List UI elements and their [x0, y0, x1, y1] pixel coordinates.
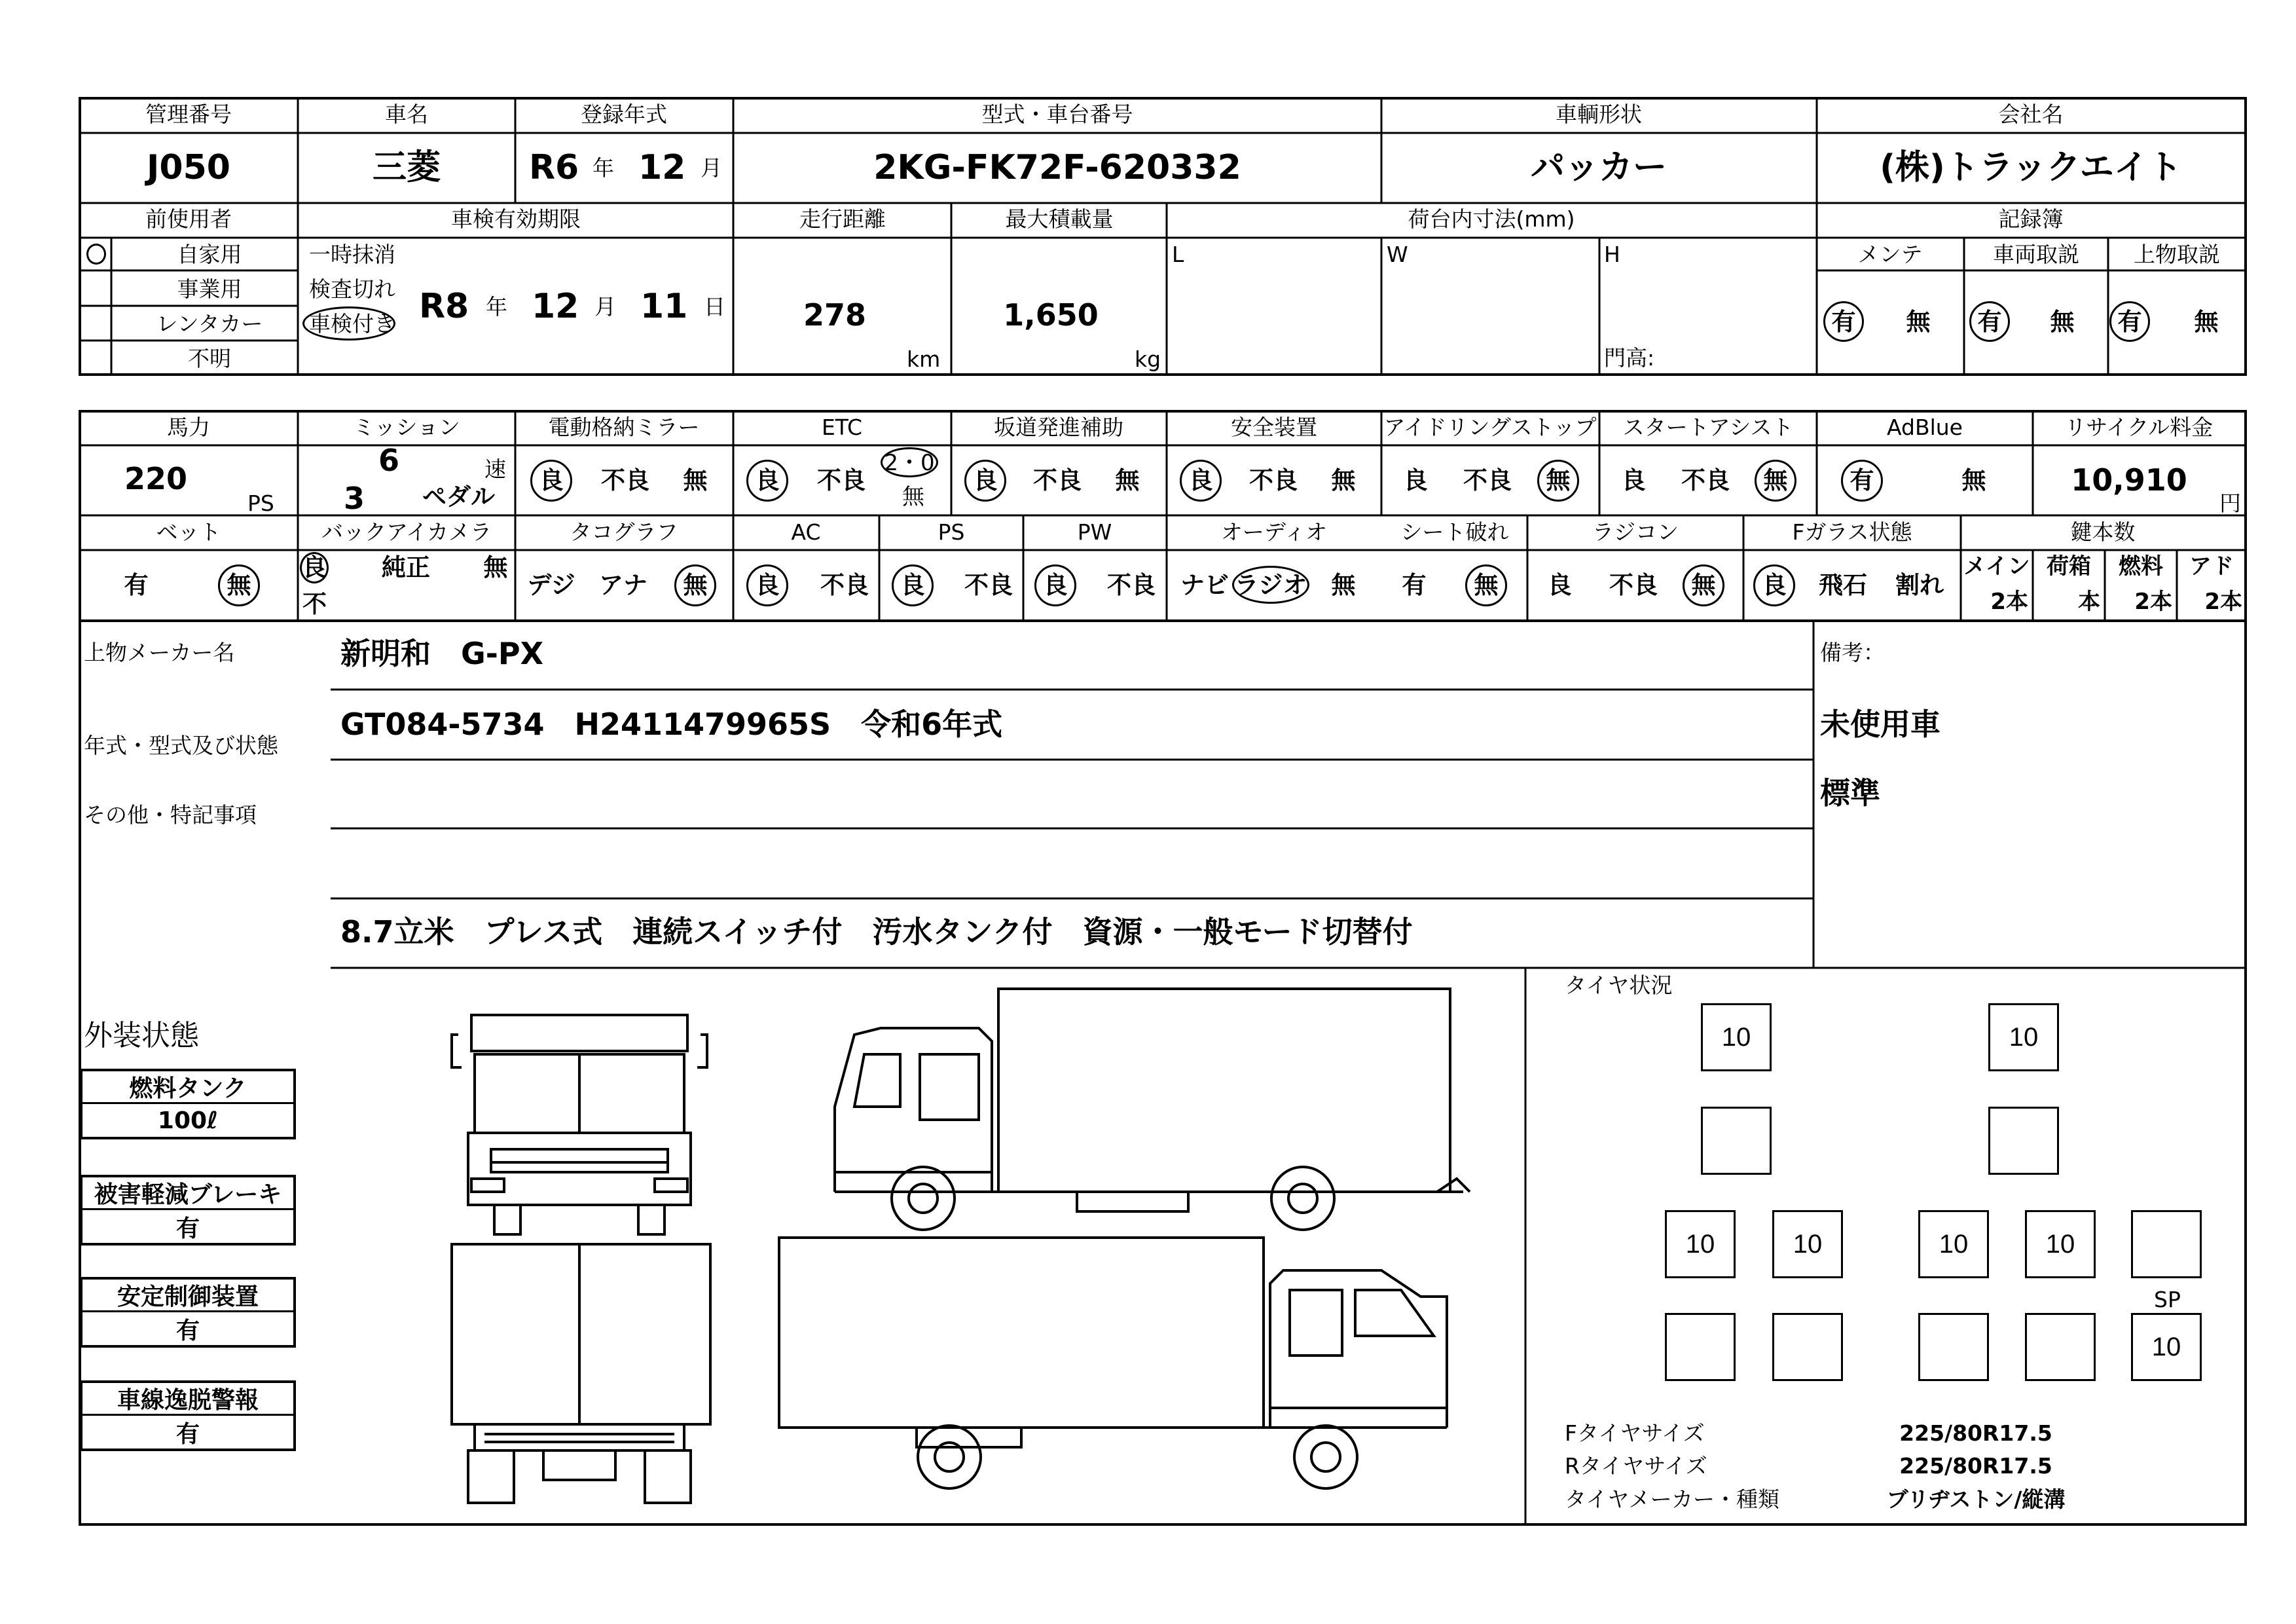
- collision-brake-value: 有: [175, 1215, 200, 1242]
- label-seat-tear: シート破れ: [1400, 519, 1509, 545]
- label-safety: 安全装置: [1231, 415, 1317, 440]
- bed-yes: 有: [124, 571, 149, 599]
- truck-left-side-view: [828, 982, 1489, 1238]
- ps-bad: 不良: [964, 571, 1013, 599]
- key-main-label: メイン: [1963, 553, 2030, 580]
- insp-deregistered: 一時抹消: [309, 242, 395, 267]
- dim-width: W: [1387, 242, 1408, 267]
- max-load-value: 1,650: [1003, 297, 1099, 333]
- fuel-tank-box: [80, 1069, 296, 1139]
- tire-rear-left-outer: 10: [1665, 1210, 1736, 1278]
- label-car-name: 車名: [385, 101, 428, 127]
- remote-bad: 不良: [1609, 571, 1658, 599]
- record-body-manual-label: 上物取説: [2134, 242, 2220, 267]
- adblue-yes: 有: [1850, 466, 1874, 494]
- body-year-value: GT084-5734 H2411479965S 令和6年式: [340, 707, 1003, 742]
- assist-none: 無: [1763, 466, 1788, 494]
- tire-status-title: タイヤ状況: [1565, 972, 1673, 998]
- front-tire-size-label: Fタイヤサイズ: [1565, 1420, 1705, 1446]
- label-mgmt-no: 管理番号: [145, 101, 232, 127]
- assist-good: 良: [1621, 466, 1646, 494]
- seat-yes: 有: [1402, 571, 1427, 599]
- label-idling-stop: アイドリングストップ: [1383, 415, 1597, 440]
- mirror-bad: 不良: [601, 466, 649, 494]
- tire-maker-label: タイヤメーカー・種類: [1565, 1486, 1780, 1512]
- front-tire-size-value: 225/80R17.5: [1899, 1420, 2052, 1446]
- record-vehicle-no: 無: [2050, 308, 2075, 336]
- recycle-unit: 円: [2219, 490, 2241, 516]
- label-ps: PS: [938, 519, 965, 545]
- idling-good: 良: [1403, 466, 1428, 494]
- audio-navi: ナビ: [1180, 571, 1229, 599]
- tire-rear2-left-outer: [1665, 1313, 1736, 1381]
- gate-height-label: 門高:: [1604, 345, 1655, 371]
- collision-brake-label: 被害軽減ブレーキ: [82, 1177, 293, 1210]
- label-model: 型式・車台番号: [981, 101, 1133, 127]
- tacho-none: 無: [683, 571, 708, 599]
- label-prev-user: 前使用者: [145, 206, 232, 232]
- pw-good: 良: [1043, 571, 1068, 599]
- mileage-unit: km: [907, 346, 941, 372]
- label-ac: AC: [791, 519, 821, 545]
- idling-none: 無: [1546, 466, 1571, 494]
- company-value: (株)トラックエイト: [1880, 148, 2182, 187]
- adblue-none: 無: [1961, 466, 1986, 494]
- key-main-count: 2本: [1990, 589, 2028, 615]
- truck-rear-view: [445, 1238, 720, 1513]
- max-load-unit: kg: [1135, 346, 1161, 372]
- insp-month-value: 12: [532, 287, 579, 326]
- tire-maker-value: ブリヂストン/縦溝: [1886, 1486, 2066, 1512]
- prev-user-unknown: 不明: [188, 346, 231, 371]
- hill-good: 良: [973, 466, 998, 494]
- seat-none: 無: [1474, 571, 1499, 599]
- label-adblue: AdBlue: [1887, 415, 1963, 440]
- insp-expired: 検査切れ: [309, 276, 395, 302]
- camera-bad: 不: [302, 590, 327, 618]
- assist-bad: 不良: [1681, 466, 1730, 494]
- reg-month-unit: 月: [701, 155, 722, 181]
- insp-valid: 車検付き: [309, 311, 395, 337]
- maker-value: 三菱: [372, 148, 441, 187]
- etc-bad: 不良: [817, 466, 866, 494]
- remote-none: 無: [1691, 571, 1716, 599]
- label-start-assist: スタートアシスト: [1622, 415, 1794, 440]
- stability-control-box: [80, 1277, 296, 1348]
- key-ad-label: アド: [2189, 553, 2234, 580]
- etc-none: 無: [902, 484, 924, 510]
- label-body-year: 年式・型式及び状態: [84, 733, 278, 758]
- record-body-no: 無: [2194, 308, 2219, 336]
- record-body-yes: 有: [2117, 308, 2142, 336]
- label-other: その他・特記事項: [84, 802, 257, 828]
- windshield-good: 良: [1762, 571, 1787, 599]
- label-power-mirror: 電動格納ミラー: [548, 415, 700, 440]
- prev-user-private: 自家用: [177, 242, 242, 267]
- reg-era-value: R6: [529, 148, 579, 187]
- insp-month-unit: 月: [594, 294, 616, 320]
- label-audio: オーディオ: [1220, 519, 1328, 545]
- dim-length: L: [1172, 242, 1184, 267]
- hill-bad: 不良: [1033, 466, 1082, 494]
- selected-circle-mark: [86, 244, 106, 265]
- insp-day-unit: 日: [704, 294, 725, 320]
- camera-none: 無: [483, 553, 508, 581]
- key-box-count: 本: [2078, 589, 2100, 615]
- audio-none: 無: [1331, 571, 1356, 599]
- tire-extra-top: [2131, 1210, 2202, 1278]
- label-remote: ラジコン: [1592, 519, 1679, 545]
- label-hill-start: 坂道発進補助: [994, 415, 1123, 440]
- other-value: 8.7立米 プレス式 連続スイッチ付 汚水タンク付 資源・一般モード切替付: [340, 914, 1413, 950]
- tire-rear-left-inner: 10: [1772, 1210, 1843, 1278]
- ac-good: 良: [755, 571, 780, 599]
- dim-height: H: [1604, 242, 1620, 267]
- mission-6: 6: [378, 443, 400, 478]
- lane-departure-label: 車線逸脱警報: [82, 1383, 293, 1416]
- remote-good: 良: [1547, 571, 1572, 599]
- lane-departure-box: [80, 1380, 296, 1451]
- label-inspection: 車検有効期限: [451, 206, 581, 232]
- safety-bad: 不良: [1249, 466, 1298, 494]
- label-tachograph: タコグラフ: [570, 519, 678, 545]
- truck-front-view: [445, 1002, 720, 1238]
- key-box-label: 荷箱: [2047, 553, 2091, 580]
- remarks-line-2: 標準: [1820, 775, 1880, 811]
- mission-pedal: ペダル: [422, 483, 495, 511]
- bed-none: 無: [227, 571, 251, 599]
- reg-year-unit: 年: [592, 155, 614, 181]
- label-back-camera: バックアイカメラ: [321, 519, 492, 545]
- prev-user-rental: レンタカー: [156, 311, 263, 337]
- audio-radio: ラジオ: [1234, 571, 1307, 599]
- tire-spare: 10: [2131, 1313, 2202, 1381]
- tire-rear-right-inner: 10: [1918, 1210, 1989, 1278]
- record-vehicle-yes: 有: [1977, 308, 2002, 336]
- fuel-tank-label: 燃料タンク: [82, 1071, 293, 1104]
- mgmt-no-value: J050: [147, 148, 230, 187]
- record-vehicle-manual-label: 車両取説: [1993, 242, 2079, 267]
- label-pw: PW: [1077, 519, 1112, 545]
- label-company: 会社名: [1998, 101, 2064, 127]
- record-maint-no: 無: [1906, 308, 1931, 336]
- insp-era-value: R8: [419, 287, 469, 326]
- safety-none: 無: [1331, 466, 1356, 494]
- hp-unit: PS: [247, 490, 274, 516]
- mirror-none: 無: [683, 466, 708, 494]
- collision-brake-box: [80, 1175, 296, 1246]
- tire-rear2-right-inner: [1918, 1313, 1989, 1381]
- hp-value: 220: [124, 461, 188, 496]
- label-reg-year: 登録年式: [581, 101, 667, 127]
- etc-version: 2・0: [884, 450, 935, 476]
- camera-genuine: 純正: [382, 553, 430, 581]
- etc-good: 良: [755, 466, 780, 494]
- rear-tire-size-label: Rタイヤサイズ: [1565, 1453, 1707, 1479]
- spare-tire-label: SP: [2154, 1287, 2181, 1312]
- tire-rear-right-outer: 10: [2025, 1210, 2096, 1278]
- tire-front-left-inner: [1701, 1107, 1772, 1175]
- label-body-shape: 車輌形状: [1556, 101, 1642, 127]
- label-horsepower: 馬力: [167, 415, 210, 440]
- mirror-good: 良: [539, 466, 564, 494]
- body-shape-value: パッカー: [1530, 148, 1667, 187]
- label-mission: ミッション: [353, 415, 460, 440]
- tire-front-left: 10: [1701, 1003, 1772, 1071]
- key-ad-count: 2本: [2204, 589, 2242, 615]
- tire-front-right: 10: [1988, 1003, 2059, 1071]
- tire-rear2-left-inner: [1772, 1313, 1843, 1381]
- mileage-value: 278: [803, 297, 867, 333]
- label-bed-dims: 荷台内寸法(mm): [1408, 206, 1575, 232]
- ps-good: 良: [900, 571, 925, 599]
- tire-rear2-right-outer: [2025, 1313, 2096, 1381]
- recycle-value: 10,910: [2071, 462, 2187, 498]
- fuel-tank-value: 100ℓ: [157, 1107, 219, 1134]
- windshield-chip: 飛石: [1819, 571, 1867, 599]
- stability-control-value: 有: [175, 1317, 200, 1344]
- prev-user-business: 事業用: [177, 276, 242, 302]
- insp-valid-circle: [302, 306, 395, 341]
- insp-day-value: 11: [640, 287, 688, 326]
- pw-bad: 不良: [1107, 571, 1156, 599]
- windshield-crack: 割れ: [1895, 571, 1944, 599]
- key-fuel-count: 2本: [2134, 589, 2172, 615]
- label-etc: ETC: [821, 415, 863, 440]
- label-mileage: 走行距離: [799, 206, 886, 232]
- tire-front-right-inner: [1988, 1107, 2059, 1175]
- label-records: 記録簿: [1998, 206, 2064, 232]
- label-max-load: 最大積載量: [1005, 206, 1114, 232]
- camera-good: 良: [302, 553, 327, 581]
- rear-tire-size-value: 225/80R17.5: [1899, 1453, 2052, 1479]
- model-chassis-value: 2KG-FK72F-620332: [873, 148, 1241, 187]
- safety-good: 良: [1188, 466, 1213, 494]
- label-windshield: Fガラス状態: [1792, 519, 1912, 545]
- truck-right-side-view: [773, 1231, 1493, 1506]
- tacho-analog: アナ: [599, 571, 647, 599]
- stability-control-label: 安定制御装置: [82, 1280, 293, 1312]
- remarks-line-1: 未使用車: [1820, 707, 1941, 742]
- tacho-digital: デジ: [527, 571, 575, 599]
- record-maint-yes: 有: [1831, 308, 1856, 336]
- record-maint-label: メンテ: [1857, 242, 1923, 267]
- insp-year-unit: 年: [486, 294, 507, 320]
- reg-month-value: 12: [638, 148, 686, 187]
- idling-bad: 不良: [1463, 466, 1512, 494]
- label-keys: 鍵本数: [2070, 519, 2136, 545]
- mission-speed: 速: [484, 456, 506, 482]
- ac-bad: 不良: [820, 571, 869, 599]
- label-recycle: リサイクル料金: [2064, 415, 2214, 440]
- remarks-label: 備考：: [1820, 640, 1885, 665]
- hill-none: 無: [1115, 466, 1140, 494]
- body-maker-value: 新明和 G-PX: [340, 636, 544, 671]
- label-body-maker: 上物メーカー名: [84, 640, 235, 665]
- mission-3: 3: [344, 481, 365, 516]
- lane-departure-value: 有: [175, 1420, 200, 1448]
- label-bed: ベット: [156, 519, 221, 545]
- key-fuel-label: 燃料: [2119, 553, 2163, 580]
- exterior-title: 外装状態: [84, 1019, 199, 1052]
